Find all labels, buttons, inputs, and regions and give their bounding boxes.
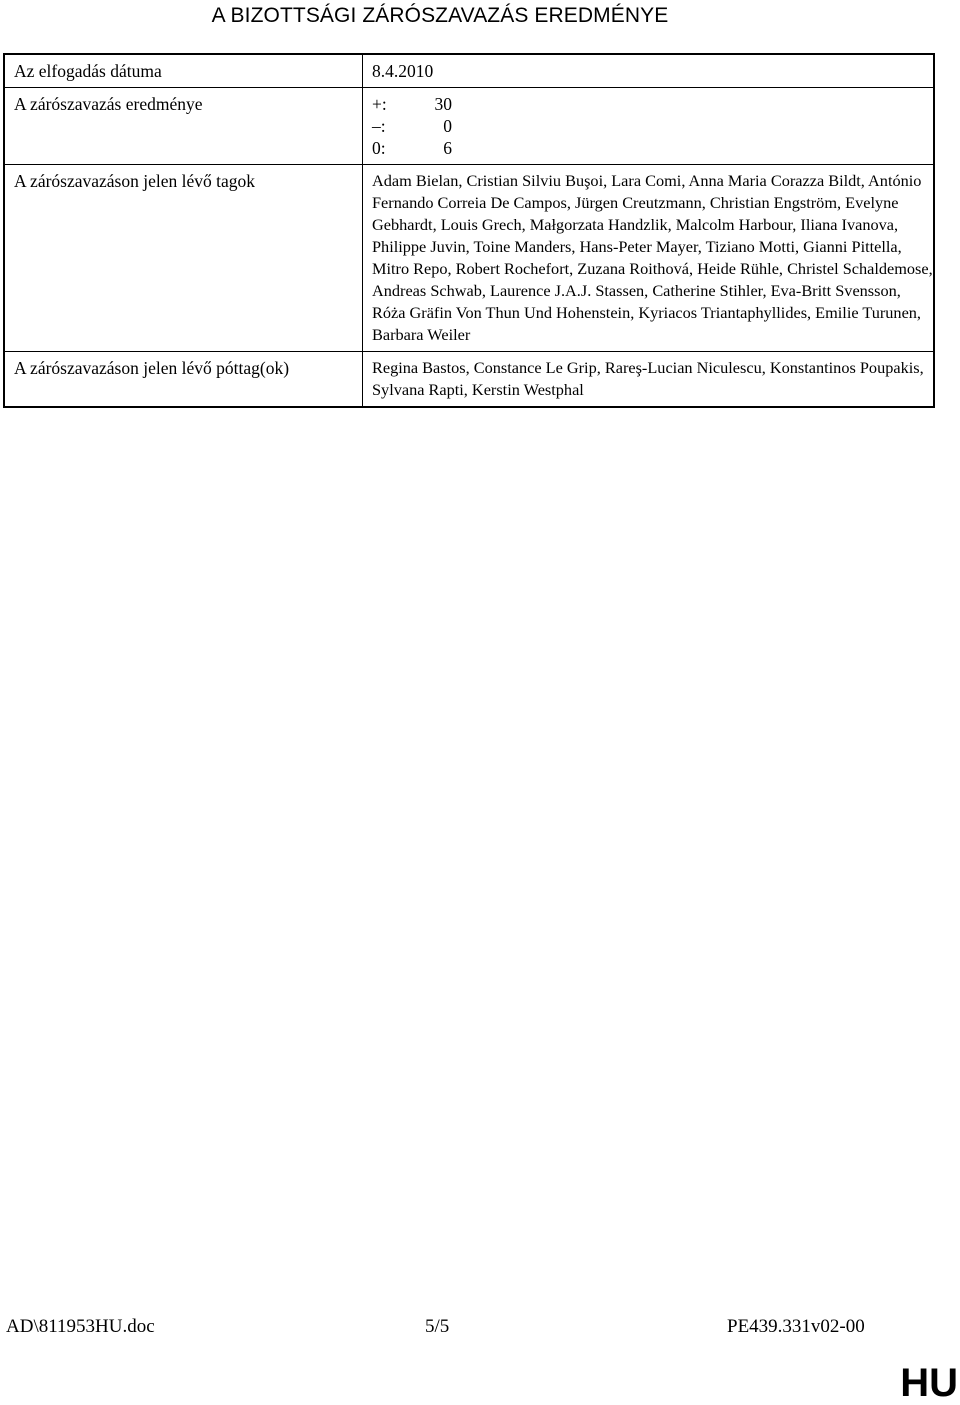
result-values <box>363 88 935 165</box>
table-row-members <box>4 165 934 352</box>
substitutes-list: Regina Bastos, Constance Le Grip, Rareş-Lucian Niculescu, Konstantinos Poupakis, Sylvana Rapti, Kerstin Westphal <box>363 352 935 408</box>
substitutes-label: A zárószavazáson jelen lévő póttag(ok) <box>4 352 363 408</box>
page-title: A BIZOTTSÁGI ZÁRÓSZAVAZÁS EREDMÉNYE <box>211 4 669 27</box>
vote-count-for: 30 <box>434 94 452 114</box>
table-row-result <box>4 88 934 165</box>
footer-doc-ref: AD\811953HU.doc <box>6 1316 155 1337</box>
vote-row-for <box>372 93 933 115</box>
vote-sign-against: –: <box>372 116 386 136</box>
vote-result-table <box>3 53 935 408</box>
date-value: 8.4.2010 <box>363 54 935 88</box>
members-list: Adam Bielan, Cristian Silviu Buşoi, Lara Comi, Anna Maria Corazza Bildt, António Fernando Correia De Campos, Jürgen Creutzmann, Christian Engström, Evelyne Gebhardt, Louis Grech, Małgorzata Handzlik, Malcolm Harbour, Iliana Ivanova, Philippe Juvin, Toine Manders, Hans-Peter Mayer, Tiziano Motti, Gianni Pittella, Mitro Repo, Robert Rochefort, Zuzana Roithová, Heide Rühle, Christel Schaldemose, Andreas Schwab, Laurence J.A.J. Stassen, Catherine Stihler, Eva-Britt Svensson, Róża Gräfin Von Thun Und Hohenstein, Kyriacos Triantaphyllides, Emilie Turunen, Barbara Weiler <box>363 165 935 352</box>
table-row-date <box>4 54 934 88</box>
vote-sign-abstain: 0: <box>372 138 386 158</box>
vote-sign-for: +: <box>372 94 387 114</box>
footer-pe-ref: PE439.331v02-00 <box>727 1316 865 1337</box>
members-label: A zárószavazáson jelen lévő tagok <box>4 165 363 352</box>
vote-row-against <box>372 115 933 137</box>
vote-row-abstain <box>372 137 933 159</box>
table-row-substitutes <box>4 352 934 408</box>
date-label: Az elfogadás dátuma <box>4 54 363 88</box>
language-code: HU <box>900 1361 958 1405</box>
vote-count-against: 0 <box>443 116 452 136</box>
result-label: A zárószavazás eredménye <box>4 88 363 165</box>
footer-page-number: 5/5 <box>425 1316 450 1337</box>
vote-count-abstain: 6 <box>443 138 452 158</box>
